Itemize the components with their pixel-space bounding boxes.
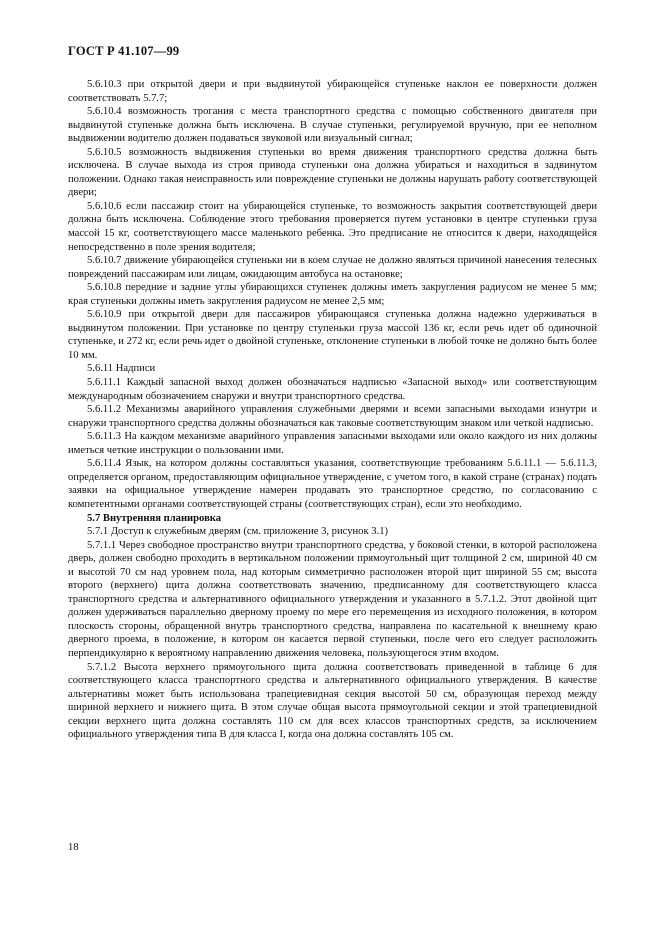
paragraph-5-7-1-2: 5.7.1.2 Высота верхнего прямоугольного щита должна соответствовать приведенной в таблице 6 для соответствующего класса транспортного средства и альтернативного официального утверждения. В качестве альтернативы может быть использована трапециевидная секция высотой 50 см, образующая переход между шириной верхнего и нижнего щита. В этом случае общая высота прямоугольной секции и этой трапециевидной секции верхнего щита должна составлять 110 см для всех классов транспортных средств, за исключением официального утверждения типа В для класса I, когда она должна составлять 105 см. bbox=[68, 661, 597, 741]
paragraph-5-6-10-4: 5.6.10.4 возможность трогания с места транспортного средства с помощью собственного двигателя при выдвинутой ступеньке должна быть исключена. В случае ступеньки, регулируемой вручную, при ее неполном выдвижении водителю должен подаваться звуковой или визуальный сигнал; bbox=[68, 106, 597, 145]
paragraph-5-6-10-5: 5.6.10.5 возможность выдвижения ступеньки во время движения транспортного средства должна быть исключена. В случае выхода из строя привода ступеньки она должна убираться и находиться в задвинутом положении. Однако такая неисправность или повреждение ступеньки не должны нарушать работу соответствующей двери; bbox=[68, 146, 597, 199]
document-header: ГОСТ Р 41.107—99 bbox=[68, 44, 180, 58]
paragraph-5-6-10-3: 5.6.10.3 при открытой двери и при выдвинутой убирающейся ступеньке наклон ее поверхности должен соответствовать 5.7.7; bbox=[68, 79, 597, 104]
paragraph-5-7-1-1: 5.7.1.1 Через свободное пространство внутри транспортного средства, у боковой стенки, в которой расположена дверь, должен свободно проходить в вертикальном положении прямоугольный щит толщиной 2 см, шириной 40 см и высотой 70 см над уровнем пола, над которым симметрично расположен второй щит шириной 55 см; высота второго (верхнего) щита должна соответствовать значению, предписанному для соответствующего класса транспортного средства и альтернативного официального утверждения и указанного в 5.7.1.2. Этот двойной щит должен удерживаться параллельно дверному проему по мере его перемещения из исходного положения, в котором плоскость стороны, обращенной внутрь транспортного средства, направлена по касательной к внешнему краю дверного проема, в положение, в котором он касается первой ступеньки, после чего его следует расположить перпендикулярно к вероятному направлению движения человека, пользующегося этим входом. bbox=[68, 539, 597, 659]
paragraph-5-6-10-7: 5.6.10.7 движение убирающейся ступеньки ни в коем случае не должно являться причиной нанесения телесных повреждений пассажирам или лицам, ожидающим автобуса на остановке; bbox=[68, 255, 597, 280]
paragraph-5-6-10-9: 5.6.10.9 при открытой двери для пассажиров убирающаяся ступенька должна надежно удерживаться в выдвинутом положении. При установке по центру ступеньки груза массой 136 кг, если речь идет об одиночной ступеньке, и 272 кг, если речь идет о двойной ступеньке, отклонение ступеньки в любой точке не должно быть более 10 мм. bbox=[68, 309, 597, 361]
paragraph-5-6-10-6: 5.6.10.6 если пассажир стоит на убирающейся ступеньке, то возможность закрытия соответствующей двери должна быть исключена. Соблюдение этого требования проверяется путем установки в центре ступеньки груза массой 15 кг, соответствующего массе маленького ребенка. Это предписание не относится к двери, находящейся непосредственно в поле зрения водителя; bbox=[68, 200, 597, 253]
paragraph-5-6-10-8: 5.6.10.8 передние и задние углы убирающихся ступенек должны иметь закругления радиусом не менее 5 мм; края ступеньки должны иметь закругления радиусом не менее 2,5 мм; bbox=[68, 282, 597, 307]
paragraph-5-7-1: 5.7.1 Доступ к служебным дверям (см. приложение 3, рисунок 3.1) bbox=[87, 526, 389, 538]
page-number: 18 bbox=[68, 842, 79, 853]
section-heading-5-6-11: 5.6.11 Надписи bbox=[87, 363, 156, 375]
paragraph-5-6-11-3: 5.6.11.3 На каждом механизме аварийного управления запасными выходами или около каждого из них должны иметься четкие инструкции о пользовании ими. bbox=[68, 431, 597, 456]
paragraph-5-6-11-2: 5.6.11.2 Механизмы аварийного управления служебными дверями и всеми запасными выходами изнутри и снаружи транспортного средства должны обозначаться как таковые соответствующим знаком или четкой надписью. bbox=[68, 404, 597, 429]
section-heading-5-7: 5.7 Внутренняя планировка bbox=[87, 512, 222, 524]
document-body bbox=[68, 78, 597, 742]
paragraph-5-6-11-1: 5.6.11.1 Каждый запасной выход должен обозначаться надписью «Запасной выход» или соответствующим международным обозначением снаружи и внутри транспортного средства. bbox=[68, 377, 597, 402]
paragraph-5-6-11-4: 5.6.11.4 Язык, на котором должны составляться указания, соответствующие требованиям 5.6.11.1 — 5.6.11.3, определяется органом, предоставляющим официальное утверждение, с учетом того, в какой стране (странах) подать заявки на официальное утверждение намерен продавать это транспортное средство, по согласованию с компетентными органами соответствующей страны (соответствующих стран), если это необходимо. bbox=[68, 458, 597, 510]
